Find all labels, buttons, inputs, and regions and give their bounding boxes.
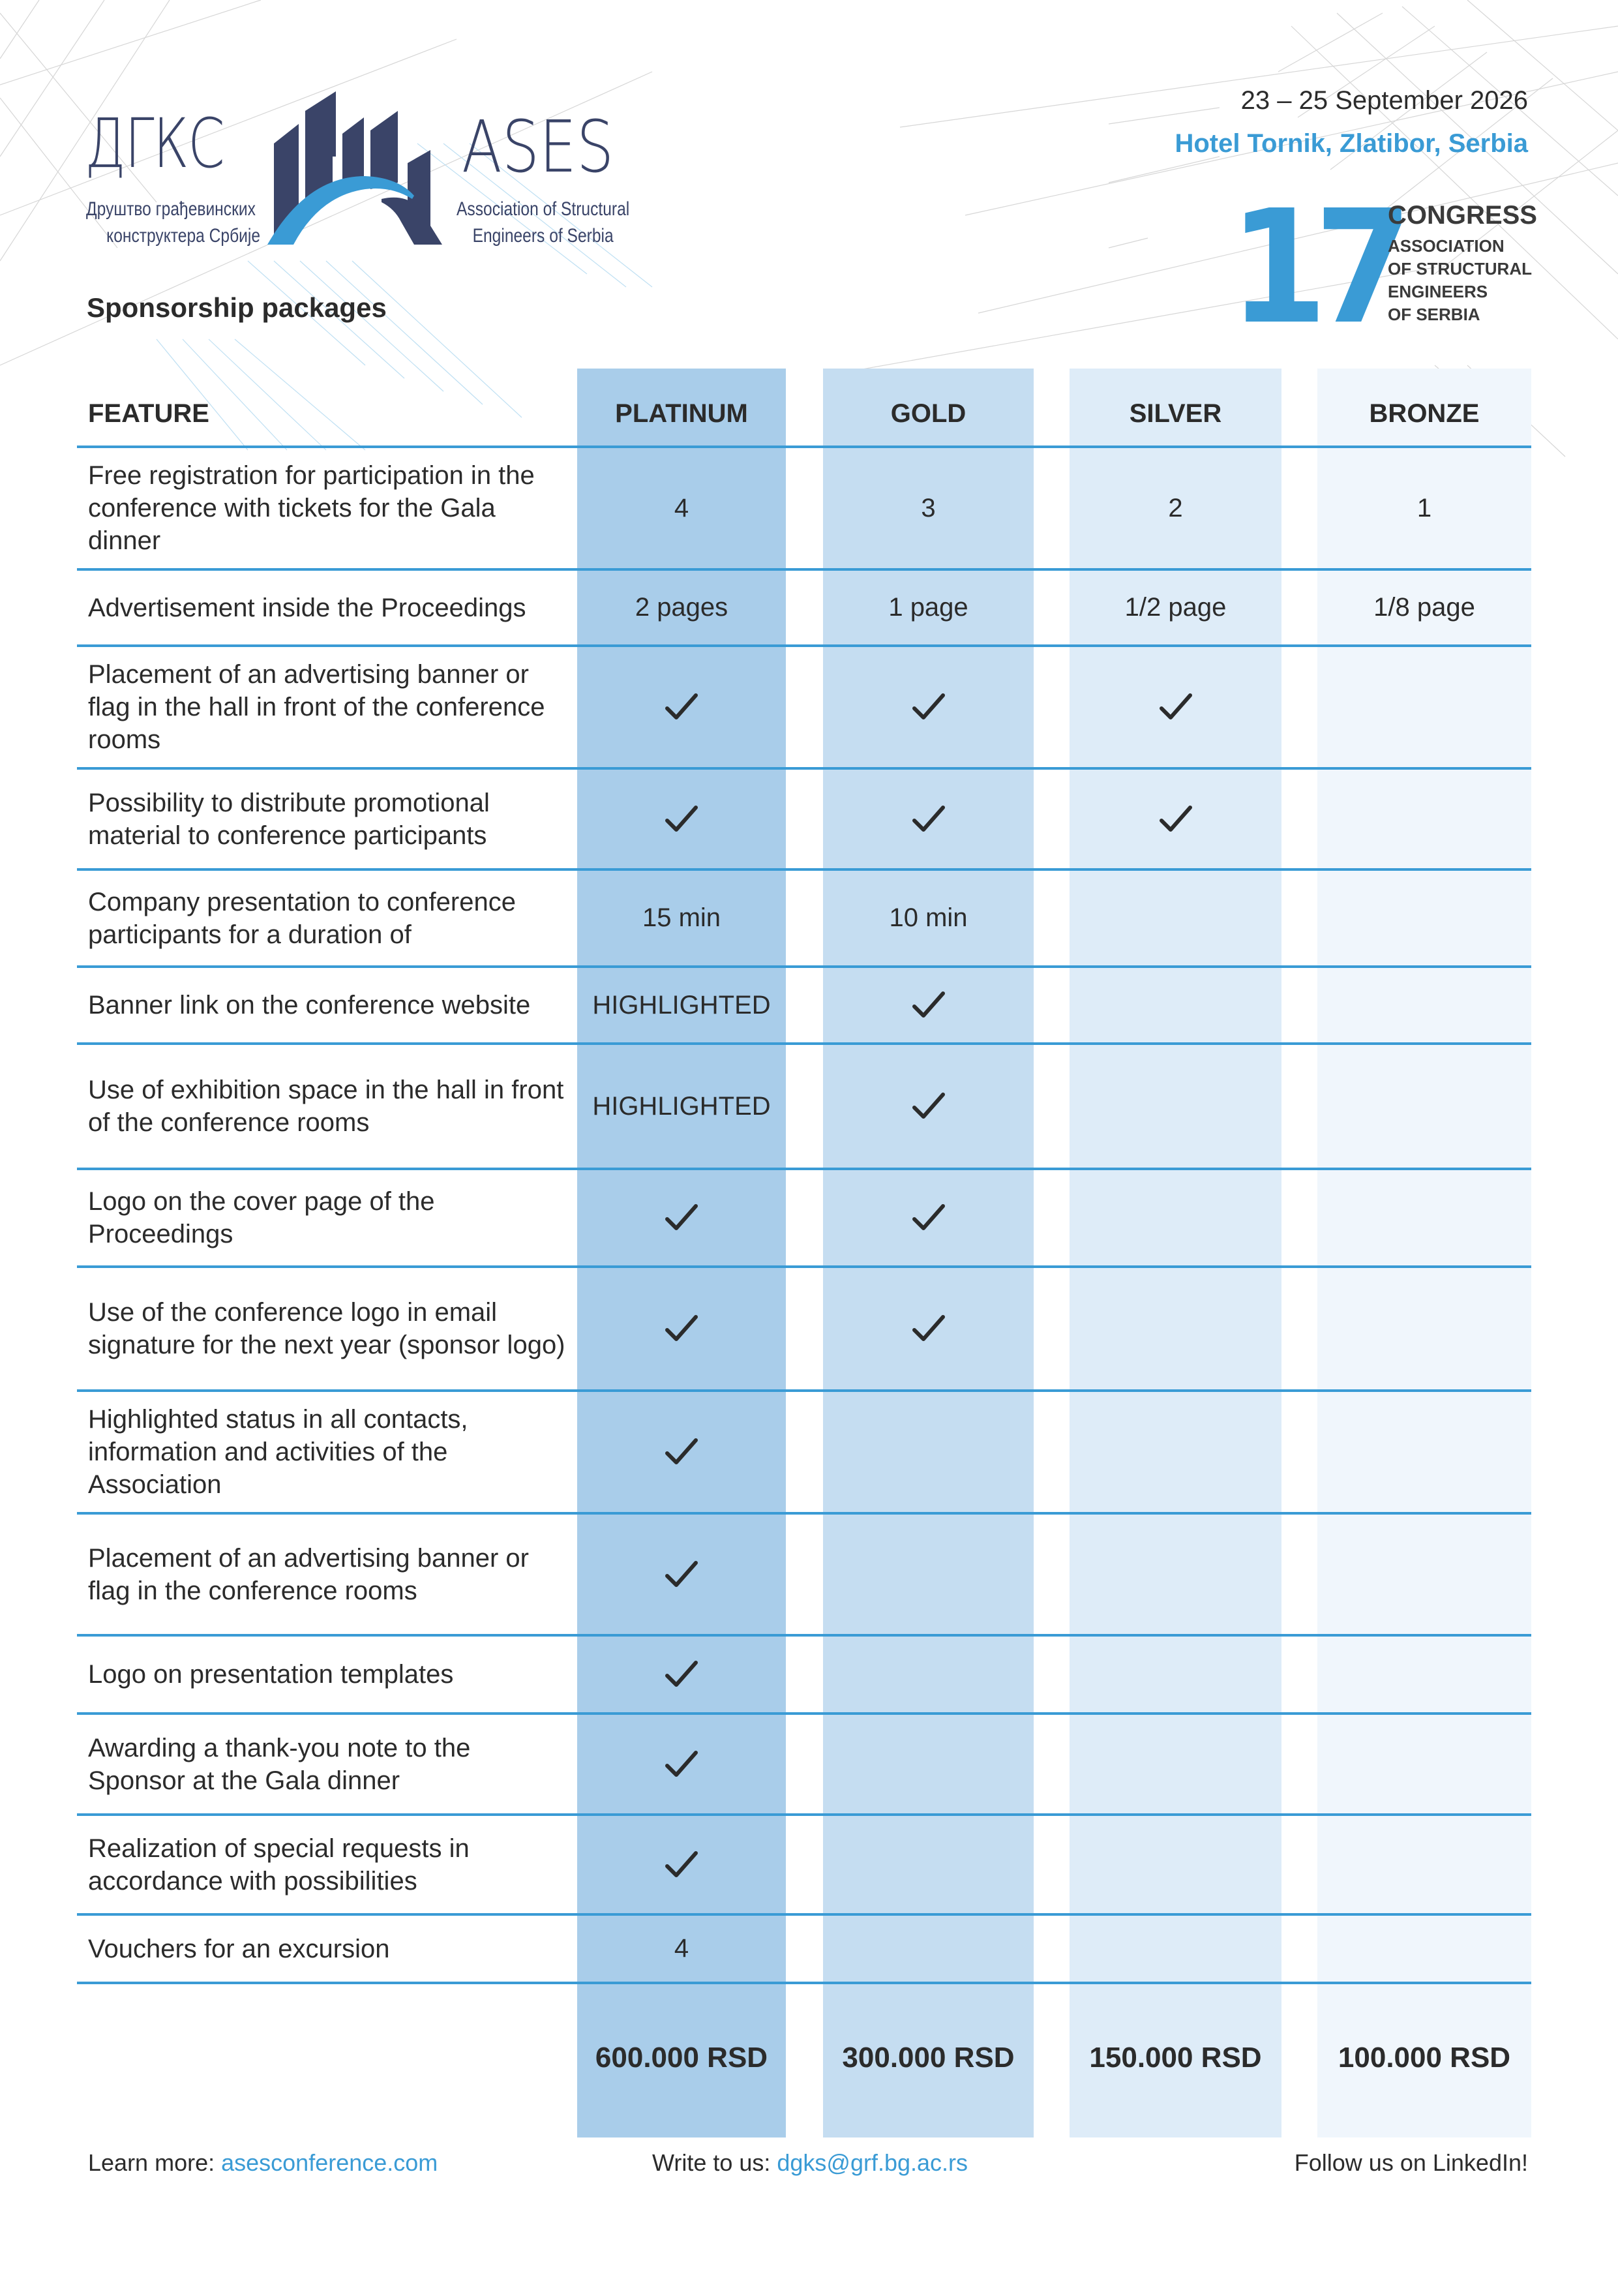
table-row	[0, 571, 1618, 644]
table-row	[0, 968, 1618, 1042]
cell-gold: 10 min	[889, 903, 968, 932]
check-icon	[665, 693, 698, 721]
logo-latin-subtitle-line-1: Association of Structural	[457, 198, 630, 220]
check-icon	[912, 1203, 946, 1232]
price-bronze: 100.000 RSD	[1338, 2042, 1511, 2074]
congress-subtitle-line: OF STRUCTURAL	[1388, 259, 1532, 279]
table-row	[0, 1816, 1618, 1913]
event-venue: Hotel Tornik, Zlatibor, Serbia	[1175, 129, 1528, 158]
feature-label: Vouchers for an excursion	[88, 1934, 390, 1963]
column-header-silver: SILVER	[1129, 399, 1222, 428]
feature-label: Possibility to distribute promotional material to conference participants	[88, 788, 490, 850]
cell-platinum	[577, 1816, 786, 1913]
cell-platinum: 2 pages	[635, 593, 728, 622]
cell-platinum	[577, 647, 786, 767]
ases-bridge-logo-icon	[267, 91, 450, 248]
check-icon	[912, 805, 946, 834]
cell-silver	[1070, 1170, 1281, 1265]
cell-silver	[1070, 968, 1281, 1042]
table-row	[0, 1045, 1618, 1168]
check-icon	[912, 1314, 946, 1343]
congress-subtitle-line: ASSOCIATION	[1388, 236, 1505, 256]
cell-bronze	[1317, 1170, 1531, 1265]
feature-label: Company presentation to conference participants for a duration of	[88, 887, 516, 949]
cell-gold	[823, 968, 1034, 1042]
cell-platinum	[577, 1170, 786, 1265]
footer-learn-more-label: Learn more:	[88, 2149, 222, 2176]
table-row	[0, 1392, 1618, 1512]
cell-bronze	[1317, 1268, 1531, 1389]
table-row	[0, 1170, 1618, 1265]
cell-gold: 1 page	[888, 593, 968, 622]
check-icon	[912, 1092, 946, 1121]
cell-bronze	[1317, 968, 1531, 1042]
table-row	[0, 1268, 1618, 1389]
feature-label: Banner link on the conference website	[88, 991, 531, 1020]
cell-platinum: HIGHLIGHTED	[592, 990, 771, 1020]
cell-silver	[1070, 1715, 1281, 1813]
price-gold: 300.000 RSD	[842, 2042, 1015, 2074]
check-icon	[1159, 805, 1193, 834]
cell-platinum	[577, 1392, 786, 1512]
congress-number: 17	[1229, 176, 1400, 359]
cell-bronze	[1317, 647, 1531, 767]
cell-silver	[1070, 1637, 1281, 1712]
cell-bronze: 1/8 page	[1373, 593, 1475, 622]
cell-bronze: 1	[1416, 493, 1432, 522]
feature-label: Use of the conference logo in email signature for the next year (sponsor logo)	[88, 1298, 565, 1359]
cell-gold	[823, 1916, 1034, 1982]
row-divider	[77, 1982, 1531, 1984]
footer-write-label: Write to us:	[652, 2149, 777, 2176]
logo-cyrillic-subtitle	[86, 196, 260, 249]
logo-latin-wordmark: ASES	[462, 105, 614, 189]
cell-silver	[1070, 1816, 1281, 1913]
event-date: 23 – 25 September 2026	[1240, 86, 1528, 115]
cell-bronze	[1317, 1916, 1531, 1982]
feature-label: Placement of an advertising banner or flag in the conference rooms	[88, 1543, 529, 1605]
cell-gold	[823, 1392, 1034, 1512]
logo-cyrillic-wordmark: ДГКС	[85, 104, 224, 183]
cell-bronze	[1317, 1816, 1531, 1913]
cell-gold	[823, 1715, 1034, 1813]
cell-bronze	[1317, 1515, 1531, 1634]
table-row	[0, 1916, 1618, 1982]
table-row	[0, 770, 1618, 868]
price-platinum: 600.000 RSD	[595, 2042, 768, 2074]
cell-gold	[823, 1515, 1034, 1634]
check-icon	[665, 805, 698, 834]
logo-arch-navy	[382, 198, 442, 245]
congress-subtitle	[1388, 235, 1532, 326]
cell-silver	[1070, 1392, 1281, 1512]
check-icon	[665, 1660, 698, 1689]
cell-bronze	[1317, 1045, 1531, 1168]
cell-gold	[823, 770, 1034, 868]
column-header-feature: FEATURE	[88, 399, 209, 428]
check-icon	[665, 1314, 698, 1343]
cell-bronze	[1317, 1715, 1531, 1813]
feature-label: Logo on the cover page of the Proceedings	[88, 1187, 435, 1248]
footer-write-to-us	[652, 2149, 968, 2177]
congress-subtitle-line: ENGINEERS	[1388, 282, 1488, 301]
table-row	[0, 1715, 1618, 1813]
congress-subtitle-line: OF SERBIA	[1388, 305, 1480, 324]
logo-cyrillic-subtitle-line-2: конструктера Србије	[106, 225, 261, 247]
cell-gold	[823, 1816, 1034, 1913]
logo-latin-subtitle	[457, 196, 629, 249]
price-silver: 150.000 RSD	[1089, 2042, 1262, 2074]
check-icon	[665, 1750, 698, 1779]
cell-platinum: 4	[674, 1934, 689, 1963]
feature-label: Placement of an advertising banner or flag in the hall in front of the conference rooms	[88, 660, 545, 754]
table-row	[0, 871, 1618, 965]
footer-linkedin[interactable]: Follow us on LinkedIn!	[1294, 2149, 1528, 2176]
cell-gold	[823, 1637, 1034, 1712]
check-icon	[665, 1203, 698, 1232]
check-icon	[665, 1438, 698, 1466]
cell-silver: 1/2 page	[1124, 593, 1227, 622]
logo-cyrillic-subtitle-line-1: Друштво грађевинских	[86, 198, 256, 220]
feature-label: Awarding a thank-you note to the Sponsor at the Gala dinner	[88, 1733, 471, 1795]
cell-platinum	[577, 1637, 786, 1712]
congress-title: CONGRESS	[1388, 201, 1537, 230]
check-icon	[665, 1560, 698, 1589]
cell-gold: 3	[921, 493, 936, 522]
cell-silver	[1070, 871, 1281, 965]
cell-platinum: HIGHLIGHTED	[592, 1091, 771, 1121]
table-row	[0, 448, 1618, 568]
cell-gold	[823, 647, 1034, 767]
website-link[interactable]: asesconference.com	[221, 2149, 438, 2176]
feature-label: Realization of special requests in accordance with possibilities	[88, 1834, 470, 1896]
column-header-platinum: PLATINUM	[615, 399, 748, 428]
cell-bronze	[1317, 770, 1531, 868]
feature-label: Logo on presentation templates	[88, 1660, 454, 1689]
feature-label: Highlighted status in all contacts, information and activities of the Association	[88, 1405, 468, 1499]
footer-learn-more	[88, 2149, 438, 2177]
email-link[interactable]: dgks@grf.bg.ac.rs	[777, 2149, 968, 2176]
page-title: Sponsorship packages	[87, 292, 387, 323]
cell-platinum: 4	[674, 493, 689, 522]
cell-silver	[1070, 647, 1281, 767]
cell-gold	[823, 1045, 1034, 1168]
feature-label: Free registration for participation in the conference with tickets for the Gala dinner	[88, 461, 535, 555]
cell-silver: 2	[1168, 493, 1183, 522]
column-header-gold: GOLD	[890, 399, 966, 428]
column-header-bronze: BRONZE	[1369, 399, 1480, 428]
cell-silver	[1070, 1268, 1281, 1389]
cell-bronze	[1317, 1637, 1531, 1712]
cell-gold	[823, 1170, 1034, 1265]
cell-bronze	[1317, 1392, 1531, 1512]
cell-platinum	[577, 770, 786, 868]
cell-silver	[1070, 770, 1281, 868]
check-icon	[665, 1850, 698, 1879]
table-row	[0, 1515, 1618, 1634]
cell-silver	[1070, 1045, 1281, 1168]
check-icon	[1159, 693, 1193, 721]
cell-bronze	[1317, 871, 1531, 965]
feature-label: Use of exhibition space in the hall in front of the conference rooms	[88, 1076, 564, 1137]
cell-silver	[1070, 1916, 1281, 1982]
cell-gold	[823, 1268, 1034, 1389]
cell-platinum	[577, 1715, 786, 1813]
cell-platinum	[577, 1515, 786, 1634]
table-row	[0, 1637, 1618, 1712]
cell-platinum	[577, 1268, 786, 1389]
feature-label: Advertisement inside the Proceedings	[88, 593, 526, 622]
table-row	[0, 647, 1618, 767]
logo-latin-subtitle-line-2: Engineers of Serbia	[472, 225, 614, 247]
check-icon	[912, 991, 946, 1020]
check-icon	[912, 693, 946, 721]
cell-platinum: 15 min	[642, 903, 721, 932]
cell-silver	[1070, 1515, 1281, 1634]
